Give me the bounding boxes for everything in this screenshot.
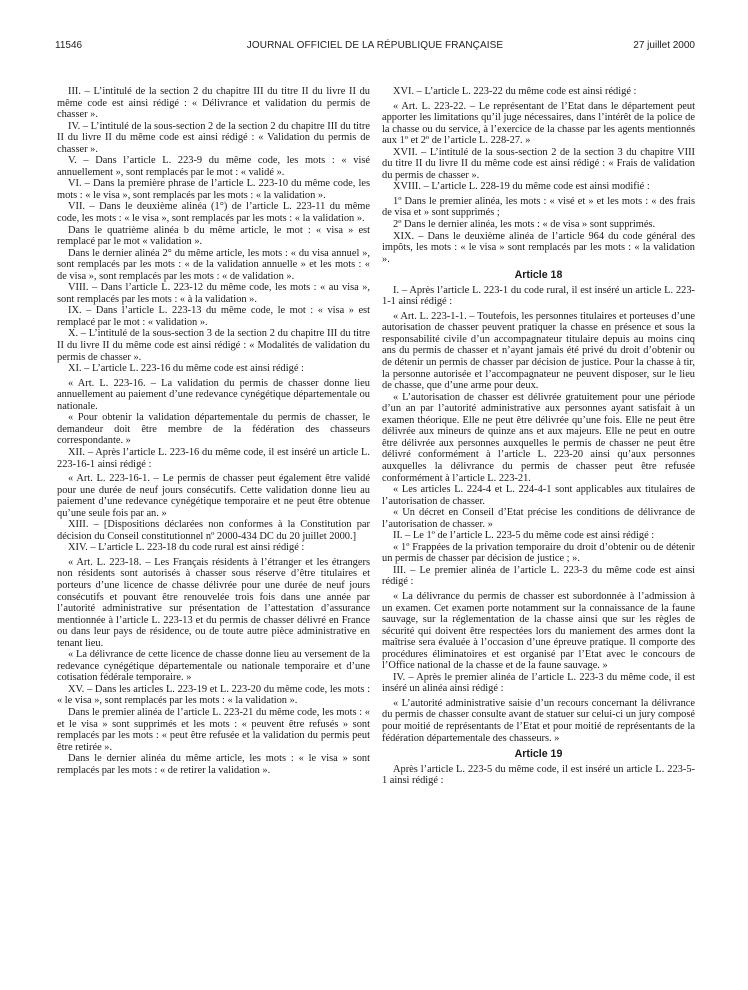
paragraph: XI. – L’article L. 223-16 du même code est ainsi rédigé : <box>68 363 304 375</box>
paragraph: VI. – Dans la première phrase de l’article L. 223-10 du même code, les mots : « le visa », sont remplacés par les mots : « la validation ». <box>57 178 370 201</box>
paragraph: Dans le dernier alinéa 2° du même article, les mots : « du visa annuel », sont remplacés par les mots : « de la validation annuelle » et les mots : « de visa », sont remplacés par les mots : « de validation ». <box>57 247 370 282</box>
paragraph: « Art. L. 223-1-1. – Toutefois, les personnes titulaires et porteuses d’une autorisation de chasser peuvent pratiquer la chasse en présence et sous la responsabilité civile d’un accompagnateur titulaire depuis au moins cinq ans du permis de chasser et n’ayant jamais été privé du droit d’obtenir ou de détenir un permis de chasser par décision de justice. Pour la chasse à tir, la personne autorisée et l’accompagnateur ne peuvent disposer, sur le lieu de chasse, que d’une arme pour deux. <box>382 310 695 392</box>
left-column <box>57 86 370 776</box>
paragraph: « Les articles L. 224-4 et L. 224-4-1 sont applicables aux titulaires de l’autorisation de chasser. <box>382 484 695 507</box>
right-column <box>382 86 695 787</box>
paragraph: « 1º Frappées de la privation temporaire du droit d’obtenir ou de détenir un permis de chasser par décision de justice ; ». <box>382 541 695 565</box>
paragraph: « Art. L. 223-16. – La validation du permis de chasser donne lieu annuellement au paiement d’une redevance cynégétique départementale ou nationale. <box>57 377 370 412</box>
paragraph: VIII. – Dans l’article L. 223-12 du même code, les mots : « au visa », sont remplacés par les mots : « à la validation ». <box>57 282 370 305</box>
paragraph: XVIII. – L’article L. 228-19 du même code est ainsi modifié : <box>393 181 650 193</box>
paragraph: « La délivrance du permis de chasser est subordonnée à l’admission à un examen. Cet examen porte notamment sur la connaissance de la faune sauvage, sur la réglementation de la chasse ainsi que sur les règles de sécurité qui doivent être respectées lors du maniement des armes dont la maîtrise sera évaluée à l’occasion d’une épreuve pratique. Il comporte des procédures éliminatoires et est organisé par l’Etat avec le concours de l’Office national de la chasse et de la faune sauvage. » <box>382 590 695 672</box>
paragraph: Dans le dernier alinéa du même article, les mots : « le visa » sont remplacés par les mots : « de retirer la validation ». <box>57 753 370 776</box>
article-heading: Article 18 <box>514 269 563 282</box>
paragraph: VII. – Dans le deuxième alinéa (1°) de l’article L. 223-11 du même code, les mots : « le visa », sont remplacés par les mots : « la validation ». <box>57 201 370 225</box>
publication-date: 27 juillet 2000 <box>633 40 695 51</box>
paragraph: 2º Dans le dernier alinéa, les mots : « de visa » sont supprimés. <box>393 219 656 231</box>
paragraph: III. – L’intitulé de la section 2 du chapitre III du titre II du livre II du même code est ainsi rédigé : « Délivrance et validation du permis de chasser ». <box>57 86 370 121</box>
paragraph: Dans le quatrième alinéa b du même article, le mot : « visa » est remplacé par le mot « validation ». <box>57 224 370 248</box>
article-heading: Article 19 <box>514 748 563 761</box>
paragraph: III. – Le premier alinéa de l’article L. 223-3 du même code est ainsi rédigé : <box>382 564 695 588</box>
paragraph: II. – Le 1º de l’article L. 223-5 du même code est ainsi rédigé : <box>393 530 655 542</box>
paragraph: « Art. L. 223-22. – Le représentant de l’Etat dans le département peut apporter les limitations qu’il juge nécessaires, dans l’intérêt de la police de la chasse ou du service, à l’exercice de la chasse par les agents mentionnés aux 1º et 2º de l’article L. 228-27. » <box>382 100 695 147</box>
paragraph: XVI. – L’article L. 223-22 du même code est ainsi rédigé : <box>393 86 637 97</box>
page-header <box>55 40 695 56</box>
paragraph: XIII. – [Dispositions déclarées non conformes à la Constitution par décision du Conseil constitutionnel nº 2000-434 DC du 20 juillet 2000.] <box>57 519 370 542</box>
paragraph: IV. – L’intitulé de la sous-section 2 de la section 2 du chapitre III du titre II du livre II du même code est ainsi rédigé : « Validation du permis de chasser ». <box>57 120 370 155</box>
paragraph: XIX. – Dans le deuxième alinéa de l’article 964 du code général des impôts, les mots : « le visa » sont remplacés par les mots : « la validation ». <box>382 230 695 265</box>
paragraph: IV. – Après le premier alinéa de l’article L. 223-3 du même code, il est inséré un alinéa ainsi rédigé : <box>382 671 695 695</box>
paragraph: « Art. L. 223-16-1. – Le permis de chasser peut également être validé pour une durée de neuf jours consécutifs. Cette validation donne lieu au paiement d’une redevance cynégétique temporaire et ne peut être obtenue qu’une seule fois par an. » <box>57 473 370 519</box>
paragraph: XV. – Dans les articles L. 223-19 et L. 223-20 du même code, les mots : « le visa », sont remplacés par les mots : « la validation ». <box>57 683 370 707</box>
paragraph: X. – L’intitulé de la sous-section 3 de la section 2 du chapitre III du titre II du livre II du même code est ainsi rédigé : « Modalités de validation du permis de chasser ». <box>57 328 370 363</box>
paragraph: « L’autorisation de chasser est délivrée gratuitement pour une période d’un an par l’autorité administrative aux personnes ayant satisfait à un examen théorique. Elle ne peut être délivrée qu’une fois. Elle ne peut être délivrée aux mineurs de quinze ans et aux majeurs. Elle ne peut en outre être délivrée aux personnes auxquelles le permis de chasser ne peut être délivré conformément à l’article L. 223-20 ainsi qu’aux personnes auxquelles la délivrance du permis de chasser peut être refusée conformément à l’article L. 223-21. <box>382 391 695 484</box>
paragraph: I. – Après l’article L. 223-1 du code rural, il est inséré un article L. 223-1-1 ainsi rédigé : <box>382 284 695 308</box>
paragraph: « L’autorité administrative saisie d’un recours concernant la délivrance du permis de chasser consulte avant de statuer sur celui-ci un jury composé pour moitié de représentants de l’Etat et pour moitié de représentants de la fédération départementale des chasseurs. » <box>382 697 695 744</box>
paragraph: « Un décret en Conseil d’Etat précise les conditions de délivrance de l’autorisation de chasser. » <box>382 507 695 530</box>
paragraph: XVII. – L’intitulé de la sous-section 2 de la section 3 du chapitre VIII du titre II du livre II du même code est ainsi rédigé : « Frais de validation du permis de chasser ». <box>382 146 695 181</box>
paragraph: IX. – Dans l’article L. 223-13 du même code, le mot : « visa » est remplacé par le mot : « validation ». <box>57 305 370 328</box>
paragraph: V. – Dans l’article L. 223-9 du même code, les mots : « visé annuellement », sont remplacés par le mot : « validé ». <box>57 155 370 178</box>
paragraph: XII. – Après l’article L. 223-16 du même code, il est inséré un article L. 223-16-1 ainsi rédigé : <box>57 446 370 470</box>
paragraph: XIV. – L’article L. 223-18 du code rural est ainsi rédigé : <box>68 542 305 554</box>
journal-title: JOURNAL OFFICIEL DE LA RÉPUBLIQUE FRANÇAISE <box>246 40 504 51</box>
paragraph: « Pour obtenir la validation départementale du permis de chasser, le demandeur doit être membre de la fédération des chasseurs correspondante. » <box>57 412 370 447</box>
paragraph: Après l’article L. 223-5 du même code, il est inséré un article L. 223-5-1 ainsi rédigé : <box>382 763 695 787</box>
paragraph: Dans le premier alinéa de l’article L. 223-21 du même code, les mots : « et le visa » sont supprimés et les mots : « peuvent être refusés » sont remplacés par les mots : « peut être refusée et la validation du permis peut être retirée ». <box>57 706 370 753</box>
paragraph: 1º Dans le premier alinéa, les mots : « visé et » et les mots : « des frais de visa et » sont supprimés ; <box>382 195 695 219</box>
paragraph: « Art. L. 223-18. – Les Français résidents à l’étranger et les étrangers non résidents sont autorisés à chasser sous réserve d’être titulaires et porteurs d’une licence de chasse délivrée pour une durée de neuf jours consécutifs et pouvant être renouvelée trois fois dans une année par l’autorité administrative sur présentation de l’attestation d’assurance mentionnée à l’article L. 223-13 et du permis de chasser délivré en France ou dans leur pays de résidence, ou de toute autre pièce administrative en tenant lieu. <box>57 556 370 649</box>
paragraph: « La délivrance de cette licence de chasse donne lieu au versement de la redevance cynégétique départementale ou nationale temporaire et d’une cotisation fédérale temporaire. » <box>57 649 370 684</box>
page-number: 11546 <box>55 40 83 51</box>
